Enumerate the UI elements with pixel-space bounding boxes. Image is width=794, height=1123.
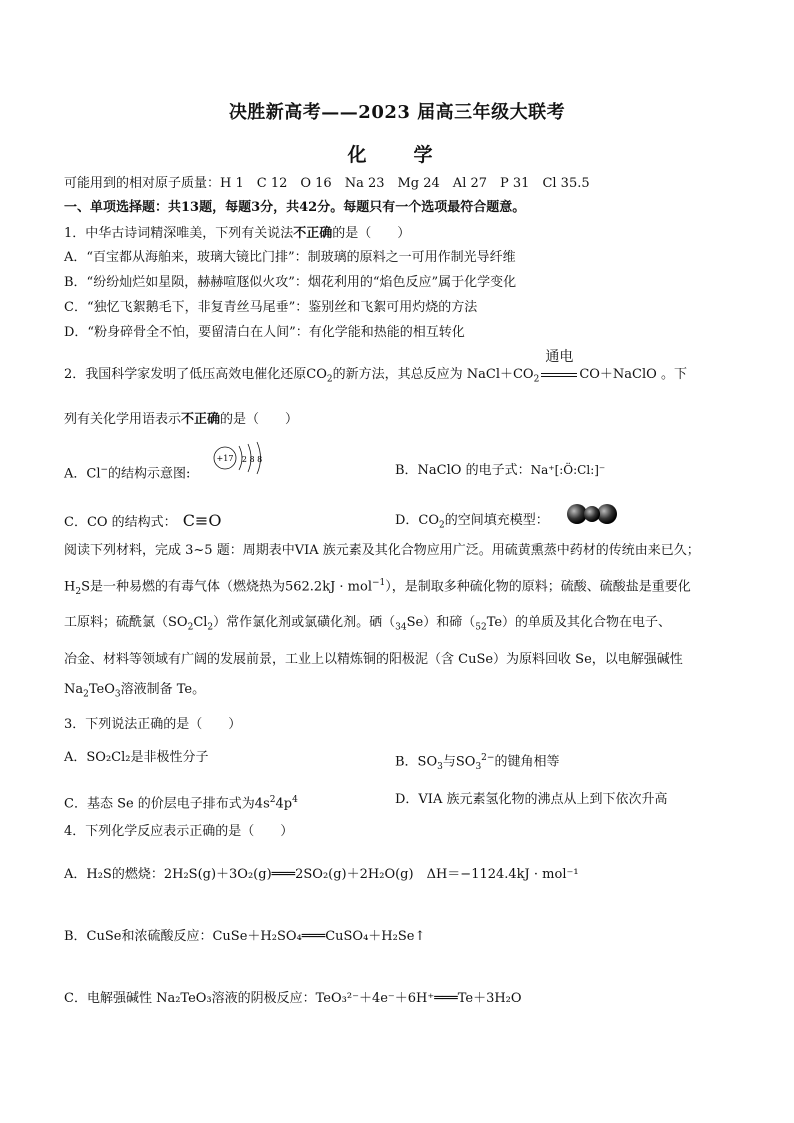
q1-stem [64, 225, 410, 243]
sub-2: 2 [533, 374, 540, 385]
q4-stem: 4．下列化学反应表示正确的是（ ） [64, 824, 294, 839]
sub-3: 3 [114, 689, 121, 700]
q2-option-c [64, 512, 221, 532]
sub-34: 34 [395, 622, 407, 633]
r3e: Te）的单质及其化合物在电子、 [486, 615, 672, 630]
reading-line-5 [64, 681, 205, 704]
chlorine-ion-structure-diagram [212, 441, 282, 475]
q4-option-b [64, 928, 425, 946]
reading-line-4: 冶金、材料等领域有广阔的发展前景，工业上以精炼铜的阳极泥（含 CuSe）为原料回收 Se，以电解强碱性 [64, 652, 683, 667]
q4-c-label: C．电解强碱性 Na₂TeO₃溶液的阴极反应： [64, 991, 316, 1006]
sup-neg: − [100, 465, 109, 475]
q3-b-c: 的键角相等 [494, 754, 560, 770]
r3a: 工原料；硫酰氯（SO [64, 615, 188, 630]
r2c: ），是制取多种硫化物的原料；硫酸、硫酸盐是重要化 [385, 579, 691, 595]
q2-a-label: A．Cl [64, 466, 101, 482]
exam-title: 决胜新高考——2023 届高三年级大联考 [228, 102, 566, 123]
sub-2: 2 [326, 374, 333, 385]
q1-stem-pre: 1．中华古诗词精深唯美，下列有关说法 [64, 226, 294, 241]
q2-stem-a: 2．我国科学家发明了低压高效电催化还原CO [64, 367, 327, 382]
reaction-arrow [539, 349, 579, 384]
q3-b-b: 与SO [442, 754, 476, 770]
q2-stem-line2 [64, 411, 298, 429]
q1-option-d: D．“粉身碎骨全不怕，要留清白在人间”：有化学能和热能的相互转化 [64, 325, 465, 340]
q4-a-equation: 2H₂S(g)＋3O₂(g)═══2SO₂(g)＋2H₂O(g) ΔH＝−1124.4kJ · mol⁻¹ [163, 867, 579, 882]
sub-2: 2 [75, 586, 82, 597]
sub-2: 2 [187, 622, 194, 633]
r5a: Na [64, 682, 84, 697]
q3-b-a: B．SO [395, 754, 438, 770]
co-structural-formula: C≡O [182, 511, 222, 530]
q1-option-b: B．“纷纷灿烂如星陨，赫赫喧豗似火攻”：烟花利用的“焰色反应”属于化学变化 [64, 275, 517, 290]
q3-option-b [395, 749, 559, 776]
q2-option-a [64, 461, 190, 483]
q2-c-label: C．CO 的结构式： [64, 515, 177, 530]
q1-option-c: C．“独忆飞絮鹅毛下，非复青丝马尾垂”：鉴别丝和飞絮可用灼烧的方法 [64, 300, 478, 315]
q1-stem-bold: 不正确 [293, 226, 333, 241]
q2-d-label: D．CO [395, 513, 440, 528]
q2-d-text: 的空间填充模型： [444, 513, 549, 528]
q4-a-label: A．H₂S的燃烧： [64, 867, 164, 882]
reading-line-3 [64, 614, 671, 637]
nucleus-charge: +17 [216, 454, 234, 463]
exam-subject: 化 学 [347, 144, 447, 166]
q2-b-label: B．NaClO 的电子式： [395, 463, 531, 478]
sub-2: 2 [83, 689, 89, 700]
q1-stem-post: 的是（ ） [332, 226, 411, 241]
q3-option-a: A．SO₂Cl₂是非极性分子 [64, 750, 209, 765]
r2b: S是一种易燃的有毒气体（燃烧热为562.2kJ · mol [81, 579, 372, 595]
q2-stem-c: CO＋NaClO 。下 [579, 367, 687, 382]
section-heading: 一、单项选择题：共13题，每题3分，共42分。每题只有一个选项最符合题意。 [64, 200, 526, 215]
sup-2neg: 2− [481, 753, 495, 763]
q2-stem-b: 的新方法，其总反应为 NaCl＋CO [332, 367, 534, 382]
r2a: H [64, 579, 76, 595]
q3-stem: 3．下列说法正确的是（ ） [64, 717, 242, 732]
q4-b-label: B．CuSe和浓硫酸反应： [64, 929, 213, 944]
r5c: 溶液制备 Te。 [120, 682, 206, 697]
reading-line-1: 阅读下列材料，完成 3~5 题：周期表中VIA 族元素及其化合物应用广泛。用硫黄熏蒸中药材的传统由来已久； [64, 543, 700, 558]
sub-3: 3 [437, 761, 443, 772]
reading-line-2 [64, 574, 691, 601]
sup-neg1: −1 [372, 578, 386, 588]
q2-stem-line2-pre: 列有关化学用语表示 [64, 412, 182, 427]
q2-stem [64, 349, 687, 389]
q2-a-text: 的结构示意图: [108, 466, 191, 482]
q4-b-equation: CuSe＋H₂SO₄═══CuSO₄＋H₂Se↑ [212, 929, 426, 944]
q2-option-b [395, 461, 605, 480]
q2-stem-line2-bold: 不正确 [181, 412, 221, 427]
q1-option-a: A．“百宝都从海舶来，玻璃大镜比门排”：制玻璃的原料之一可用作制光导纤维 [64, 250, 516, 265]
r3c: ）常作氯化剂或氯磺化剂。硒（ [213, 615, 396, 630]
sub-3: 3 [475, 761, 482, 772]
q3-option-c [64, 791, 298, 813]
r5b: TeO [88, 682, 115, 697]
co2-space-filling-model [566, 502, 618, 526]
sup-2: 2 [269, 795, 276, 805]
q3-option-d: D．VIA 族元素氢化物的沸点从上到下依次升高 [395, 792, 668, 807]
naclo-electron-formula: Na⁺[:Ö:Cl:]⁻ [530, 463, 606, 477]
sub-52: 52 [475, 622, 487, 633]
q4-option-a [64, 866, 579, 884]
reaction-condition: 通电 [545, 349, 574, 365]
r3d: Se）和碲（ [406, 615, 476, 630]
sub-2: 2 [439, 520, 445, 531]
double-line [541, 373, 577, 377]
q4-c-equation: TeO₃²⁻＋4e⁻＋6H⁺═══Te＋3H₂O [315, 991, 522, 1006]
sub-2: 2 [207, 622, 214, 633]
q2-stem-line2-post: 的是（ ） [220, 412, 299, 427]
electron-shells: 2 8 8 [241, 455, 263, 464]
q3-c-a: C．基态 Se 的价层电子排布式为4s [64, 796, 270, 812]
q3-c-b: 4p [275, 796, 293, 812]
sup-4: 4 [292, 795, 298, 805]
atomic-masses: 可能用到的相对原子质量：H 1 C 12 O 16 Na 23 Mg 24 Al 27 P 31 Cl 35.5 [64, 176, 590, 191]
q2-option-d [395, 512, 549, 535]
r3b: Cl [193, 615, 208, 630]
q4-option-c [64, 990, 522, 1008]
